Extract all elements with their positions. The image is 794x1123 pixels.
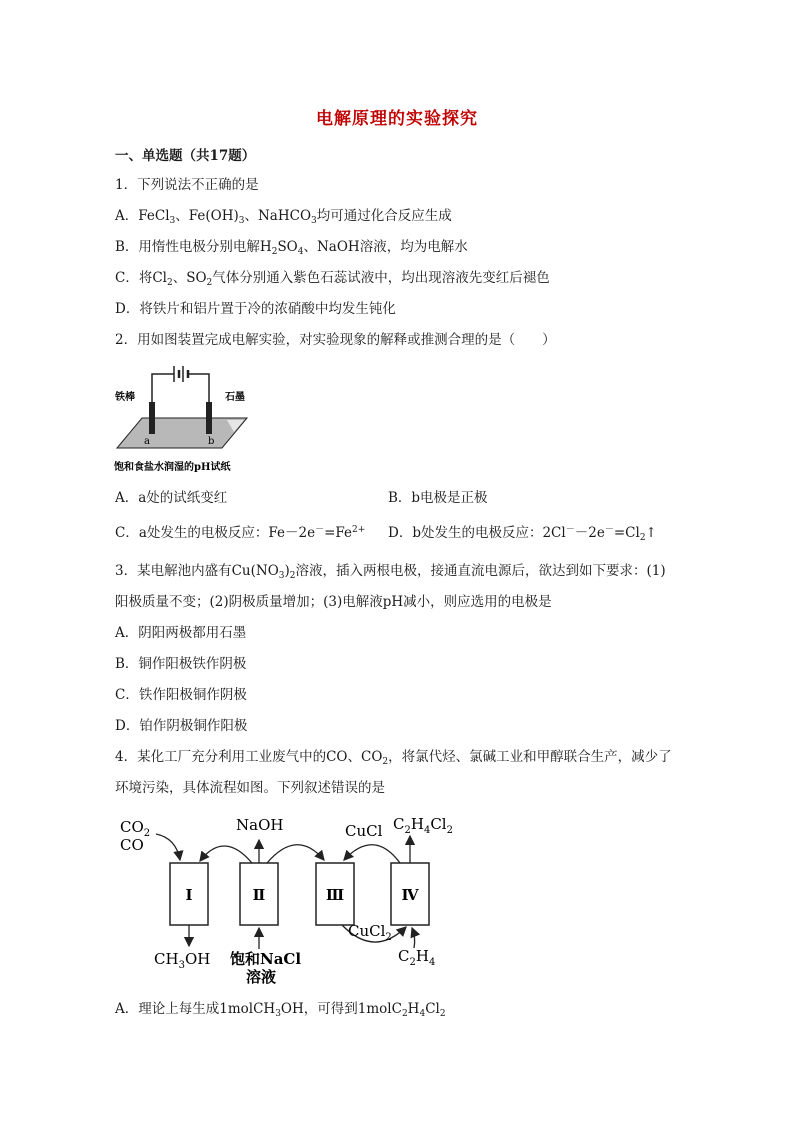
q3-option-b: B．铜作阳极铁作阴极 [115, 656, 247, 672]
cucl-label: CuCl [345, 822, 383, 840]
cucl2-label: CuCl$_2$ [348, 922, 392, 943]
q3-option-a: A．阴阳两极都用石墨 [115, 625, 247, 641]
iron-rod [149, 402, 155, 434]
q2-option-d: D．b处发生的电极反应：$2Cl^--2e^-=Cl_2↑$ [388, 525, 657, 543]
q4-stem-line1: 4．某化工厂充分利用工业废气中的CO、$CO_2$，将氯代烃、氯碱工业和甲醇联合生产，减少了 [115, 749, 672, 767]
q3-stem-line1: 3．某电解池内盛有$Cu(NO_3)_2$溶液，插入两根电极，接通直流电源后，欲达到如下要求：(1) [115, 563, 666, 581]
graphite-label: 石墨 [225, 392, 245, 403]
q2-option-c: C．a处发生的电极反应：$Fe-2e^-=Fe^{2+}$ [115, 525, 366, 541]
c2h4cl2-label: $C_2H_4Cl_2$ [393, 815, 453, 836]
q2-option-b: B．b电极是正极 [388, 490, 488, 506]
naoh-label: NaOH [236, 816, 284, 834]
ch3oh-label: $CH_3OH$ [154, 950, 211, 971]
ph-paper [117, 418, 247, 448]
q3-option-c: C．铁作阳极铜作阴极 [115, 687, 247, 703]
q1-option-c: C．将$Cl_2$、$SO_2$气体分别通入紫色石蕊试液中，均出现溶液先变红后褪色 [115, 270, 550, 288]
ii-to-i-arrow [200, 846, 252, 863]
section-heading: 一、单选题（共17题） [115, 148, 256, 164]
q4-stem-line2: 环境污染，具体流程如图。下列叙述错误的是 [115, 780, 385, 796]
q1-option-d: D．将铁片和铝片置于冷的浓硝酸中均发生钝化 [115, 301, 396, 317]
graphite-rod [206, 402, 212, 434]
cucl-arrow [344, 845, 400, 863]
c2h4-label: $C_2H_4$ [398, 947, 436, 968]
q3-stem-line2: 阳极质量不变；(2)阴极质量增加；(3)电解液pH减小，则应选用的电极是 [115, 594, 552, 610]
process-flow-diagram [112, 808, 472, 986]
point-a-label: a [144, 436, 150, 447]
co-inlet-arrow [156, 834, 180, 860]
q3-option-d: D．铂作阴极铜作阳极 [115, 718, 248, 734]
reactor-3-label: Ⅲ [325, 886, 345, 904]
point-b-label: b [208, 436, 215, 447]
reactor-4-label: Ⅳ [401, 886, 419, 904]
reactor-2-label: Ⅱ [252, 886, 266, 904]
figure-caption: 饱和食盐水润湿的pH试纸 [114, 462, 231, 473]
page-title: 电解原理的实验探究 [316, 109, 478, 129]
ii-to-iii-arrow [267, 845, 324, 863]
q1-option-a: A．FeCl$_3$、$Fe(OH)_3$、NaHCO$_3$均可通过化合反应生成 [115, 208, 452, 226]
iron-rod-label: 铁棒 [115, 392, 135, 403]
q2-option-a: A．a处的试纸变红 [115, 490, 228, 506]
nacl-solution-label-1: 饱和NaCl [230, 950, 302, 968]
nacl-solution-label-2: 溶液 [246, 968, 277, 986]
q1-stem: 1．下列说法不正确的是 [115, 177, 259, 193]
reactor-1-label: Ⅰ [185, 886, 193, 904]
q4-option-a: A．理论上每生成1molCH$_3$OH，可得到$1molC_2H_4Cl_2$ [115, 1001, 446, 1019]
electrolysis-apparatus-figure [112, 360, 262, 478]
co2-label: $CO_2$ [120, 818, 151, 839]
q2-stem: 2．用如图装置完成电解实验，对实验现象的解释或推测合理的是（ ） [115, 332, 556, 348]
co-label: CO [120, 836, 144, 854]
q1-option-b: B．用惰性电极分别电解$H_2SO_4$、NaOH溶液，均为电解水 [115, 239, 468, 257]
